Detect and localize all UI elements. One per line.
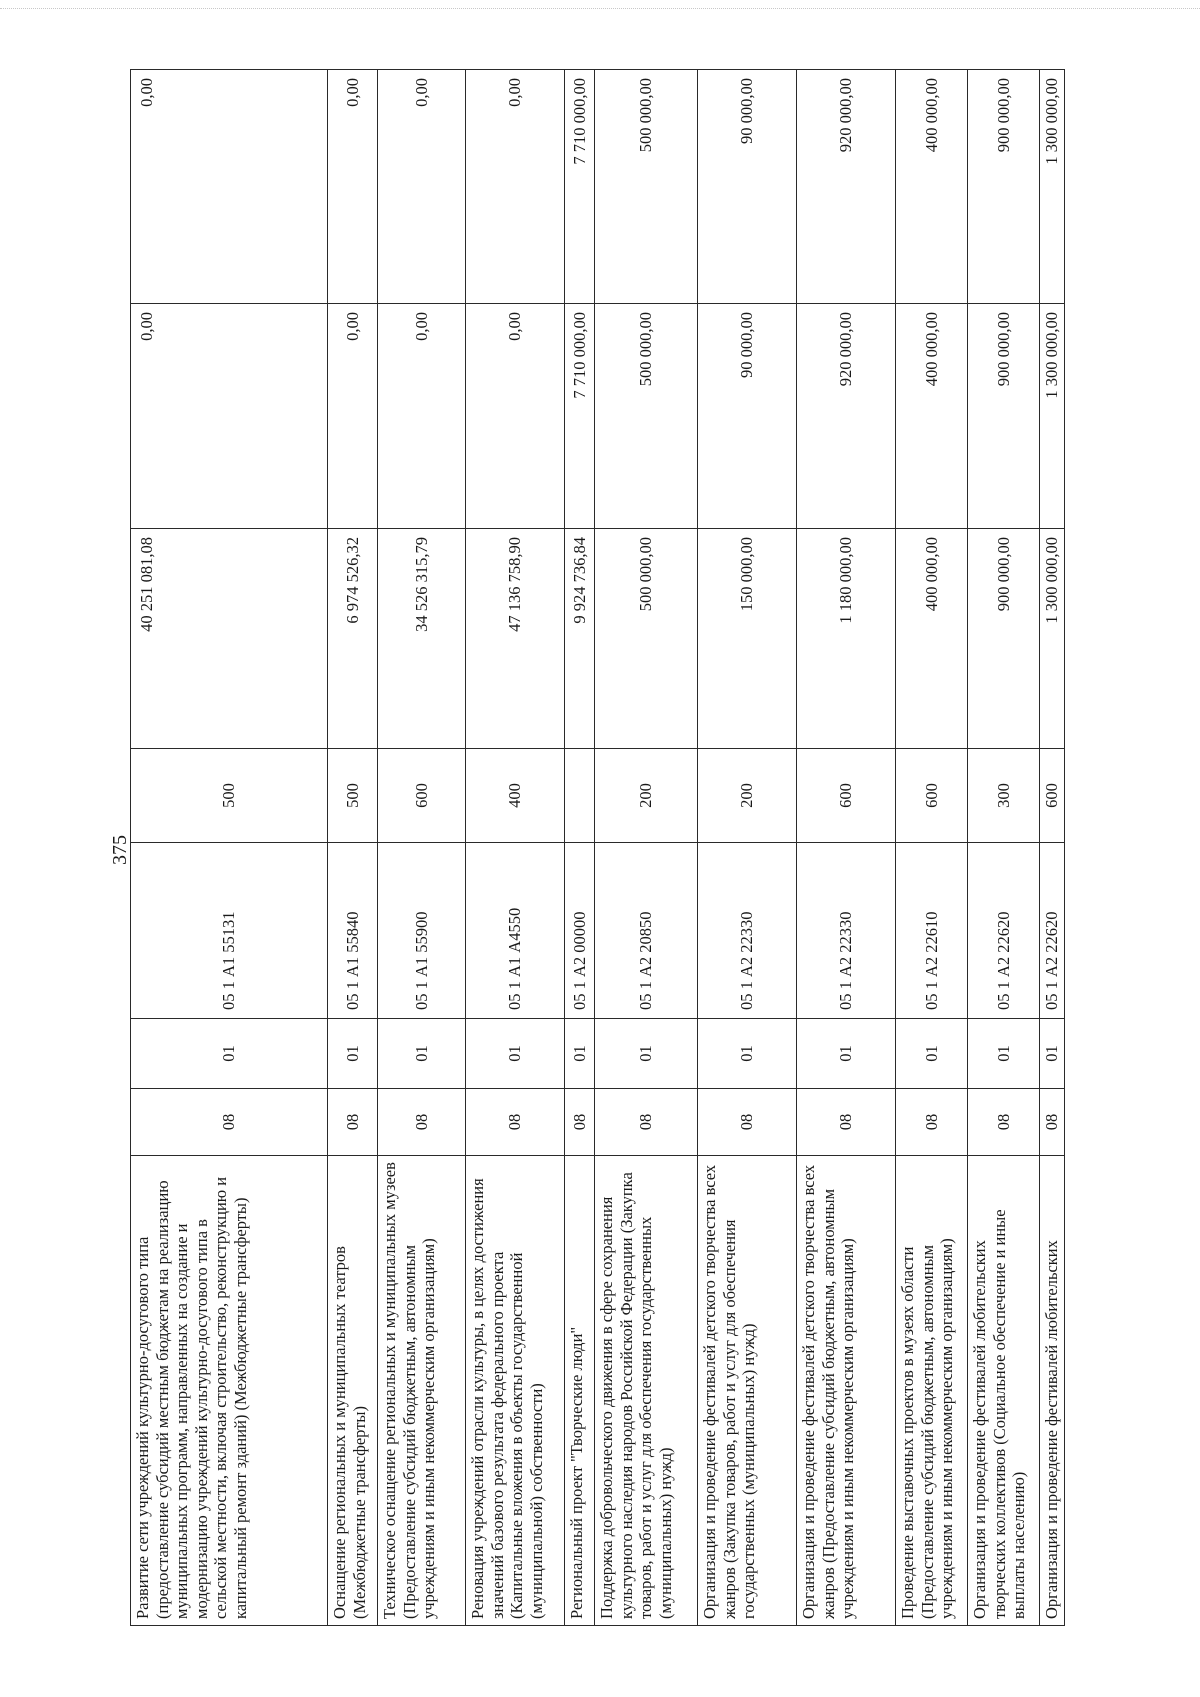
row-name-cell: Региональный проект "Творческие люди": [565, 1156, 595, 1626]
row-sum-year2-cell: 0,00: [466, 304, 565, 529]
row-target-article-cell: 05 1 А2 22330: [797, 843, 896, 1019]
row-name-cell: Техническое оснащение региональных и муниципальных музеев (Предоставление субсидий бюджетным, автономным учреждениям и иным некоммерческим организациям): [378, 1156, 466, 1626]
row-section-cell: 08: [595, 1089, 698, 1156]
row-sum-year1-cell: 40 251 081,08: [131, 529, 328, 749]
row-target-article-cell: 05 1 А2 20850: [595, 843, 698, 1019]
row-expense-type-cell: 500: [131, 749, 328, 843]
row-sum-year2-cell: 900 000,00: [968, 304, 1040, 529]
row-subsection-cell: 01: [797, 1019, 896, 1089]
row-name-cell: Реновация учреждений отрасли культуры, в целях достижения значений базового результата федерального проекта (Капитальные вложения в объекты государственной (муниципальной) собственности): [466, 1156, 565, 1626]
table-row: [131, 70, 328, 1626]
row-expense-type-cell: 600: [797, 749, 896, 843]
row-target-article-cell: 05 1 А2 22330: [698, 843, 797, 1019]
row-sum-year1-cell: 9 924 736,84: [565, 529, 595, 749]
table-row: [698, 70, 797, 1626]
row-expense-type-cell: 200: [698, 749, 797, 843]
row-target-article-cell: 05 1 А1 А4550: [466, 843, 565, 1019]
row-name-cell: Поддержка добровольческого движения в сфере сохранения культурного наследия народов Российской Федерации (Закупка товаров, работ и услуг для обеспечения государственных (муниципальных) нужд): [595, 1156, 698, 1626]
row-sum-year1-cell: 1 180 000,00: [797, 529, 896, 749]
row-sum-year3-cell: 0,00: [378, 70, 466, 304]
budget-table-rotated: [130, 70, 1080, 1626]
row-subsection-cell: 01: [328, 1019, 378, 1089]
row-section-cell: 08: [968, 1089, 1040, 1156]
row-sum-year3-cell: 7 710 000,00: [565, 70, 595, 304]
row-section-cell: 08: [1040, 1089, 1065, 1156]
row-section-cell: 08: [378, 1089, 466, 1156]
row-sum-year1-cell: 150 000,00: [698, 529, 797, 749]
row-name-cell: Оснащение региональных и муниципальных театров (Межбюджетные трансферты): [328, 1156, 378, 1626]
row-subsection-cell: 01: [896, 1019, 968, 1089]
row-sum-year2-cell: 90 000,00: [698, 304, 797, 529]
row-sum-year2-cell: 0,00: [328, 304, 378, 529]
row-name-cell: Организация и проведение фестивалей детского творчества всех жанров (Предоставление субсидий бюджетным, автономным учреждениям и иным некоммерческим организациям): [797, 1156, 896, 1626]
row-target-article-cell: 05 1 А1 55900: [378, 843, 466, 1019]
table-row: [565, 70, 595, 1626]
row-sum-year1-cell: 34 526 315,79: [378, 529, 466, 749]
row-expense-type-cell: 500: [328, 749, 378, 843]
row-sum-year2-cell: 1 300 000,00: [1040, 304, 1065, 529]
row-name-cell: Развитие сети учреждений культурно-досугового типа (предоставление субсидий местным бюджетам на реализацию муниципальных программ, направленных на создание и модернизацию учреждений культурно-досугового типа в сельской местности, включая строительство, реконструкцию и капитальный ремонт зданий) (Межбюджетные трансферты): [131, 1156, 328, 1626]
row-expense-type-cell: 200: [595, 749, 698, 843]
row-expense-type-cell: 600: [896, 749, 968, 843]
row-sum-year1-cell: 6 974 526,32: [328, 529, 378, 749]
row-sum-year3-cell: 400 000,00: [896, 70, 968, 304]
budget-table: [130, 69, 1065, 1626]
row-name-cell: Проведение выставочных проектов в музеях области (Предоставление субсидий бюджетным, автономным учреждениям и иным некоммерческим организациям): [896, 1156, 968, 1626]
table-row: [328, 70, 378, 1626]
row-sum-year2-cell: 0,00: [131, 304, 328, 529]
row-target-article-cell: 05 1 А2 22620: [968, 843, 1040, 1019]
row-target-article-cell: 05 1 А2 22620: [1040, 843, 1065, 1019]
scan-edge-line: [0, 8, 1200, 9]
page-number: 375: [109, 835, 131, 865]
row-sum-year1-cell: 500 000,00: [595, 529, 698, 749]
row-sum-year3-cell: 900 000,00: [968, 70, 1040, 304]
row-sum-year3-cell: 90 000,00: [698, 70, 797, 304]
row-name-cell: Организация и проведение фестивалей любительских: [1040, 1156, 1065, 1626]
row-sum-year3-cell: 1 300 000,00: [1040, 70, 1065, 304]
row-section-cell: 08: [896, 1089, 968, 1156]
row-sum-year2-cell: 920 000,00: [797, 304, 896, 529]
row-expense-type-cell: 600: [378, 749, 466, 843]
row-sum-year1-cell: 400 000,00: [896, 529, 968, 749]
row-target-article-cell: 05 1 А1 55131: [131, 843, 328, 1019]
row-section-cell: 08: [328, 1089, 378, 1156]
row-subsection-cell: 01: [698, 1019, 797, 1089]
table-row: [595, 70, 698, 1626]
row-expense-type-cell: 300: [968, 749, 1040, 843]
table-row: [378, 70, 466, 1626]
row-sum-year3-cell: 0,00: [328, 70, 378, 304]
row-sum-year3-cell: 0,00: [466, 70, 565, 304]
table-row: [466, 70, 565, 1626]
row-sum-year2-cell: 400 000,00: [896, 304, 968, 529]
row-expense-type-cell: 600: [1040, 749, 1065, 843]
table-row: [968, 70, 1040, 1626]
row-subsection-cell: 01: [595, 1019, 698, 1089]
table-row: [896, 70, 968, 1626]
row-section-cell: 08: [797, 1089, 896, 1156]
row-sum-year1-cell: 1 300 000,00: [1040, 529, 1065, 749]
row-target-article-cell: 05 1 А1 55840: [328, 843, 378, 1019]
row-section-cell: 08: [131, 1089, 328, 1156]
table-body: [131, 70, 1065, 1626]
row-name-cell: Организация и проведение фестивалей детского творчества всех жанров (Закупка товаров, работ и услуг для обеспечения государственных (муниципальных) нужд): [698, 1156, 797, 1626]
row-subsection-cell: 01: [466, 1019, 565, 1089]
row-expense-type-cell: 400: [466, 749, 565, 843]
row-subsection-cell: 01: [378, 1019, 466, 1089]
row-subsection-cell: 01: [131, 1019, 328, 1089]
table-row: [1040, 70, 1065, 1626]
row-section-cell: 08: [565, 1089, 595, 1156]
row-sum-year3-cell: 500 000,00: [595, 70, 698, 304]
row-expense-type-cell: [565, 749, 595, 843]
row-sum-year2-cell: 7 710 000,00: [565, 304, 595, 529]
row-name-cell: Организация и проведение фестивалей любительских творческих коллективов (Социальное обеспечение и иные выплаты населению): [968, 1156, 1040, 1626]
row-target-article-cell: 05 1 А2 00000: [565, 843, 595, 1019]
table-row: [797, 70, 896, 1626]
row-subsection-cell: 01: [565, 1019, 595, 1089]
row-sum-year3-cell: 0,00: [131, 70, 328, 304]
row-section-cell: 08: [698, 1089, 797, 1156]
row-sum-year3-cell: 920 000,00: [797, 70, 896, 304]
row-sum-year1-cell: 900 000,00: [968, 529, 1040, 749]
row-sum-year2-cell: 500 000,00: [595, 304, 698, 529]
row-subsection-cell: 01: [968, 1019, 1040, 1089]
row-subsection-cell: 01: [1040, 1019, 1065, 1089]
row-section-cell: 08: [466, 1089, 565, 1156]
row-target-article-cell: 05 1 А2 22610: [896, 843, 968, 1019]
row-sum-year1-cell: 47 136 758,90: [466, 529, 565, 749]
row-sum-year2-cell: 0,00: [378, 304, 466, 529]
